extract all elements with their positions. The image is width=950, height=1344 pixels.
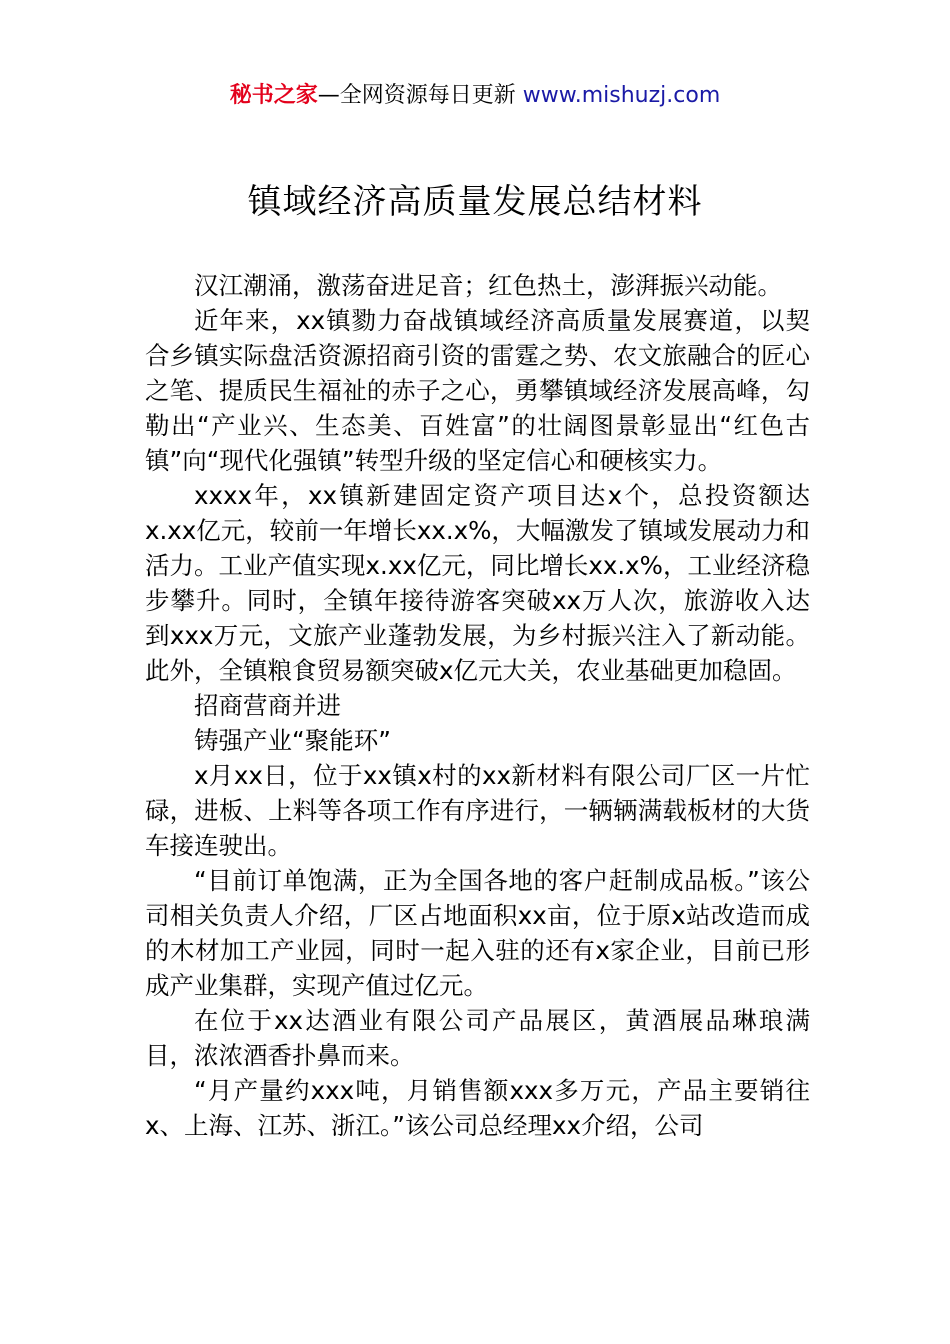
section-subheading: 铸强产业“聚能环”: [194, 726, 391, 755]
document-title: 镇域经济高质量发展总结材料: [247, 182, 703, 222]
site-slogan: —全网资源每日更新: [317, 83, 516, 108]
paragraph: x月xx日，位于xx镇x村的xx新材料有限公司厂区一片忙碌，进板、上料等各项工作有序进行，一辆辆满载板材的大货车接连驶出。: [145, 761, 810, 860]
document-body: [145, 268, 810, 1143]
site-url-link[interactable]: www.mishuzj.com: [522, 83, 721, 108]
paragraph: xxxx年，xx镇新建固定资产项目达x个，总投资额达x.xx亿元，较前一年增长xx.x%，大幅激发了镇域发展动力和活力。工业产值实现x.xx亿元，同比增长xx.x%，工业经济稳步攀升。同时，全镇年接待游客突破xx万人次，旅游收入达到xxx万元，文旅产业蓬勃发展，为乡村振兴注入了新动能。此外，全镇粮食贸易额突破x亿元大关，农业基础更加稳固。: [145, 481, 810, 685]
paragraph: 汉江潮涌，激荡奋进足音；红色热土，澎湃振兴动能。: [194, 271, 782, 300]
paragraph: 近年来，xx镇勠力奋战镇域经济高质量发展赛道，以契合乡镇实际盘活资源招商引资的雷霆之势、农文旅融合的匠心之笔、提质民生福祉的赤子之心，勇攀镇域经济发展高峰，勾勒出“产业兴、生态美、百姓富”的壮阔图景彰显出“红色古镇”向“现代化强镇”转型升级的坚定信心和硬核实力。: [145, 306, 810, 475]
section-heading: 招商营商并进: [194, 691, 341, 720]
site-header: [0, 80, 950, 112]
site-brand: 秘书之家: [229, 83, 318, 108]
paragraph: 在位于xx达酒业有限公司产品展区，黄酒展品琳琅满目，浓浓酒香扑鼻而来。: [145, 1006, 810, 1070]
paragraph: “目前订单饱满，正为全国各地的客户赶制成品板。”该公司相关负责人介绍，厂区占地面积xx亩，位于原x站改造而成的木材加工产业园，同时一起入驻的还有x家企业，目前已形成产业集群，实现产值过亿元。: [145, 866, 810, 1000]
paragraph: “月产量约xxx吨，月销售额xxx多万元，产品主要销往x、上海、江苏、浙江。”该公司总经理xx介绍，公司: [145, 1076, 810, 1140]
